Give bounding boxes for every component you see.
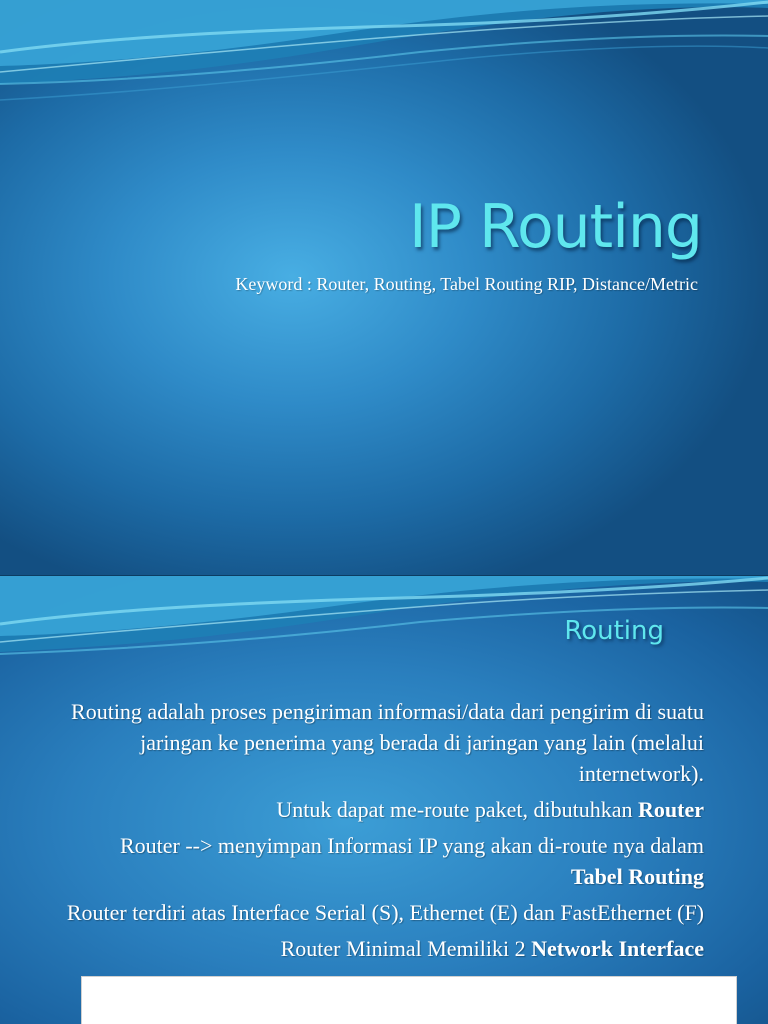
slide-heading: Routing bbox=[564, 616, 664, 646]
routing-slide bbox=[0, 576, 768, 1024]
header-wave-decoration bbox=[0, 0, 768, 130]
slide-title: IP Routing bbox=[409, 192, 702, 262]
bullet-list bbox=[64, 696, 704, 969]
bullet-item: Router --> menyimpan Informasi IP yang akan di-route nya dalam Tabel Routing bbox=[119, 833, 704, 889]
network-diagram-image bbox=[81, 976, 737, 1024]
slide-subtitle: Keyword : Router, Routing, Tabel Routing RIP, Distance/Metric bbox=[235, 274, 698, 294]
bullet-item: Untuk dapat me-route paket, dibutuhkan Router bbox=[276, 797, 704, 822]
bullet-item: Router terdiri atas Interface Serial (S), Ethernet (E) dan FastEthernet (F) bbox=[66, 900, 704, 925]
bullet-item: Router Minimal Memiliki 2 Network Interface bbox=[280, 936, 704, 961]
bullet-item: Routing adalah proses pengiriman informasi/data dari pengirim di suatu jaringan ke penerima yang berada di jaringan yang lain (melalui internetwork). bbox=[71, 699, 704, 786]
